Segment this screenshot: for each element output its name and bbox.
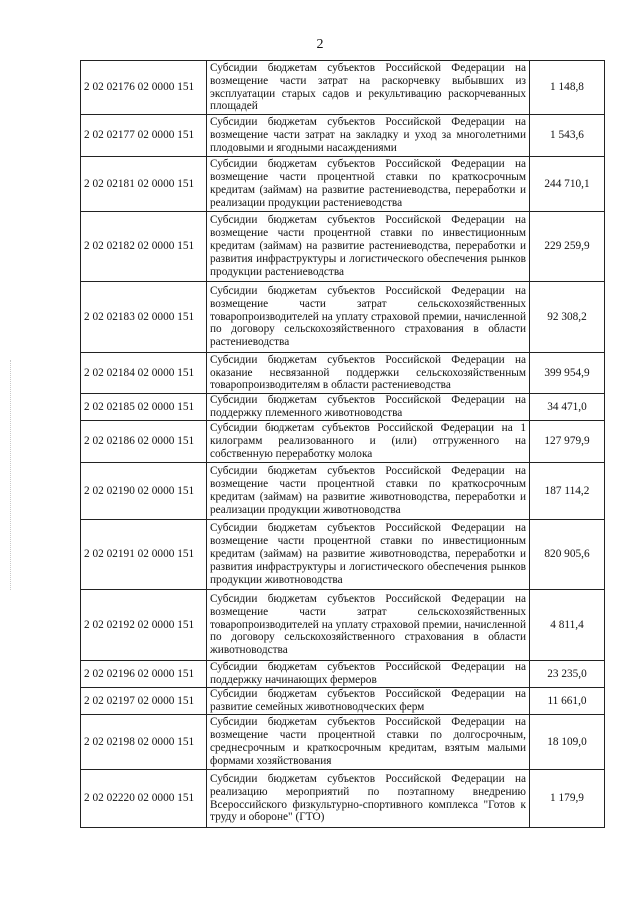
table-row (81, 394, 605, 421)
code-cell: 2 02 02198 02 0000 151 (81, 715, 207, 770)
description-cell: Субсидии бюджетам субъектов Российской Федерации на возмещение части процентной ставки по инвестиционным кредитам (займам) на развитие животноводства, переработки и развития инфраструктуры и логистического обеспечения рынков продукции животноводства (207, 520, 530, 590)
description-cell: Субсидии бюджетам субъектов Российской Федерации на возмещение части затрат сельскохозяйственных товаропроизводителей на уплату страховой премии, начисленной по договору сельскохозяйственного страхования в области растениеводства (207, 282, 530, 353)
amount-cell: 229 259,9 (530, 212, 605, 282)
code-cell: 2 02 02190 02 0000 151 (81, 463, 207, 520)
amount-cell: 1 148,8 (530, 61, 605, 115)
amount-cell: 92 308,2 (530, 282, 605, 353)
table-row (81, 61, 605, 115)
amount-cell: 4 811,4 (530, 590, 605, 661)
description-cell: Субсидии бюджетам субъектов Российской Федерации на возмещение части процентной ставки по краткосрочным кредитам (займам) на развитие растениеводства, переработки и реализации продукции растениеводства (207, 157, 530, 212)
scan-edge-marks (10, 360, 12, 590)
description-cell: Субсидии бюджетам субъектов Российской Федерации на возмещение части затрат на закладку и уход за многолетними плодовыми и ягодными насаждениями (207, 115, 530, 157)
code-cell: 2 02 02192 02 0000 151 (81, 590, 207, 661)
code-cell: 2 02 02181 02 0000 151 (81, 157, 207, 212)
description-cell: Субсидии бюджетам субъектов Российской Федерации на возмещение части затрат на раскорчевку выбывших из эксплуатации старых садов и рекультивацию раскорчеванных площадей (207, 61, 530, 115)
table-row (81, 157, 605, 212)
table-row (81, 688, 605, 715)
table-body (81, 61, 605, 828)
description-cell: Субсидии бюджетам субъектов Российской Федерации на реализацию мероприятий по поэтапному внедрению Всероссийского физкультурно-спортивного комплекса "Готов к труду и обороне" (ГТО) (207, 770, 530, 828)
amount-cell: 187 114,2 (530, 463, 605, 520)
description-cell: Субсидии бюджетам субъектов Российской Федерации на возмещение части процентной ставки по инвестиционным кредитам (займам) на развитие растениеводства, переработки и развития инфраструктуры и логистического обеспечения рынков продукции растениеводства (207, 212, 530, 282)
description-cell: Субсидии бюджетам субъектов Российской Федерации на возмещение части процентной ставки по краткосрочным кредитам (займам) на развитие животноводства, переработки и реализации продукции животноводства (207, 463, 530, 520)
code-cell: 2 02 02182 02 0000 151 (81, 212, 207, 282)
description-cell: Субсидии бюджетам субъектов Российской Федерации на оказание несвязанной поддержки сельскохозяйственным товаропроизводителям в области растениеводства (207, 353, 530, 394)
table-row (81, 115, 605, 157)
amount-cell: 34 471,0 (530, 394, 605, 421)
code-cell: 2 02 02191 02 0000 151 (81, 520, 207, 590)
code-cell: 2 02 02177 02 0000 151 (81, 115, 207, 157)
description-cell: Субсидии бюджетам субъектов Российской Федерации на возмещение части процентной ставки по долгосрочным, среднесрочным и краткосрочным кредитам, взятым малыми формами хозяйствования (207, 715, 530, 770)
table-row (81, 715, 605, 770)
code-cell: 2 02 02197 02 0000 151 (81, 688, 207, 715)
description-cell: Субсидии бюджетам субъектов Российской Федерации на развитие семейных животноводческих ферм (207, 688, 530, 715)
description-cell: Субсидии бюджетам субъектов Российской Федерации на 1 килограмм реализованного и (или) отгруженного на собственную переработку молока (207, 421, 530, 463)
code-cell: 2 02 02185 02 0000 151 (81, 394, 207, 421)
table-row (81, 520, 605, 590)
amount-cell: 11 661,0 (530, 688, 605, 715)
table-row (81, 463, 605, 520)
amount-cell: 1 179,9 (530, 770, 605, 828)
page-number: 2 (316, 37, 324, 52)
amount-cell: 1 543,6 (530, 115, 605, 157)
amount-cell: 399 954,9 (530, 353, 605, 394)
table-row (81, 282, 605, 353)
code-cell: 2 02 02220 02 0000 151 (81, 770, 207, 828)
budget-subsidy-table (80, 60, 605, 828)
table-row (81, 661, 605, 688)
description-cell: Субсидии бюджетам субъектов Российской Федерации на возмещение части затрат сельскохозяйственных товаропроизводителей на уплату страховой премии, начисленной по договору сельскохозяйственного страхования в области животноводства (207, 590, 530, 661)
table-row (81, 421, 605, 463)
table-row (81, 353, 605, 394)
amount-cell: 820 905,6 (530, 520, 605, 590)
code-cell: 2 02 02184 02 0000 151 (81, 353, 207, 394)
amount-cell: 127 979,9 (530, 421, 605, 463)
amount-cell: 244 710,1 (530, 157, 605, 212)
code-cell: 2 02 02176 02 0000 151 (81, 61, 207, 115)
code-cell: 2 02 02183 02 0000 151 (81, 282, 207, 353)
description-cell: Субсидии бюджетам субъектов Российской Федерации на поддержку начинающих фермеров (207, 661, 530, 688)
description-cell: Субсидии бюджетам субъектов Российской Федерации на поддержку племенного животноводства (207, 394, 530, 421)
table-row (81, 590, 605, 661)
code-cell: 2 02 02186 02 0000 151 (81, 421, 207, 463)
amount-cell: 18 109,0 (530, 715, 605, 770)
table-row (81, 212, 605, 282)
table-row (81, 770, 605, 828)
amount-cell: 23 235,0 (530, 661, 605, 688)
code-cell: 2 02 02196 02 0000 151 (81, 661, 207, 688)
